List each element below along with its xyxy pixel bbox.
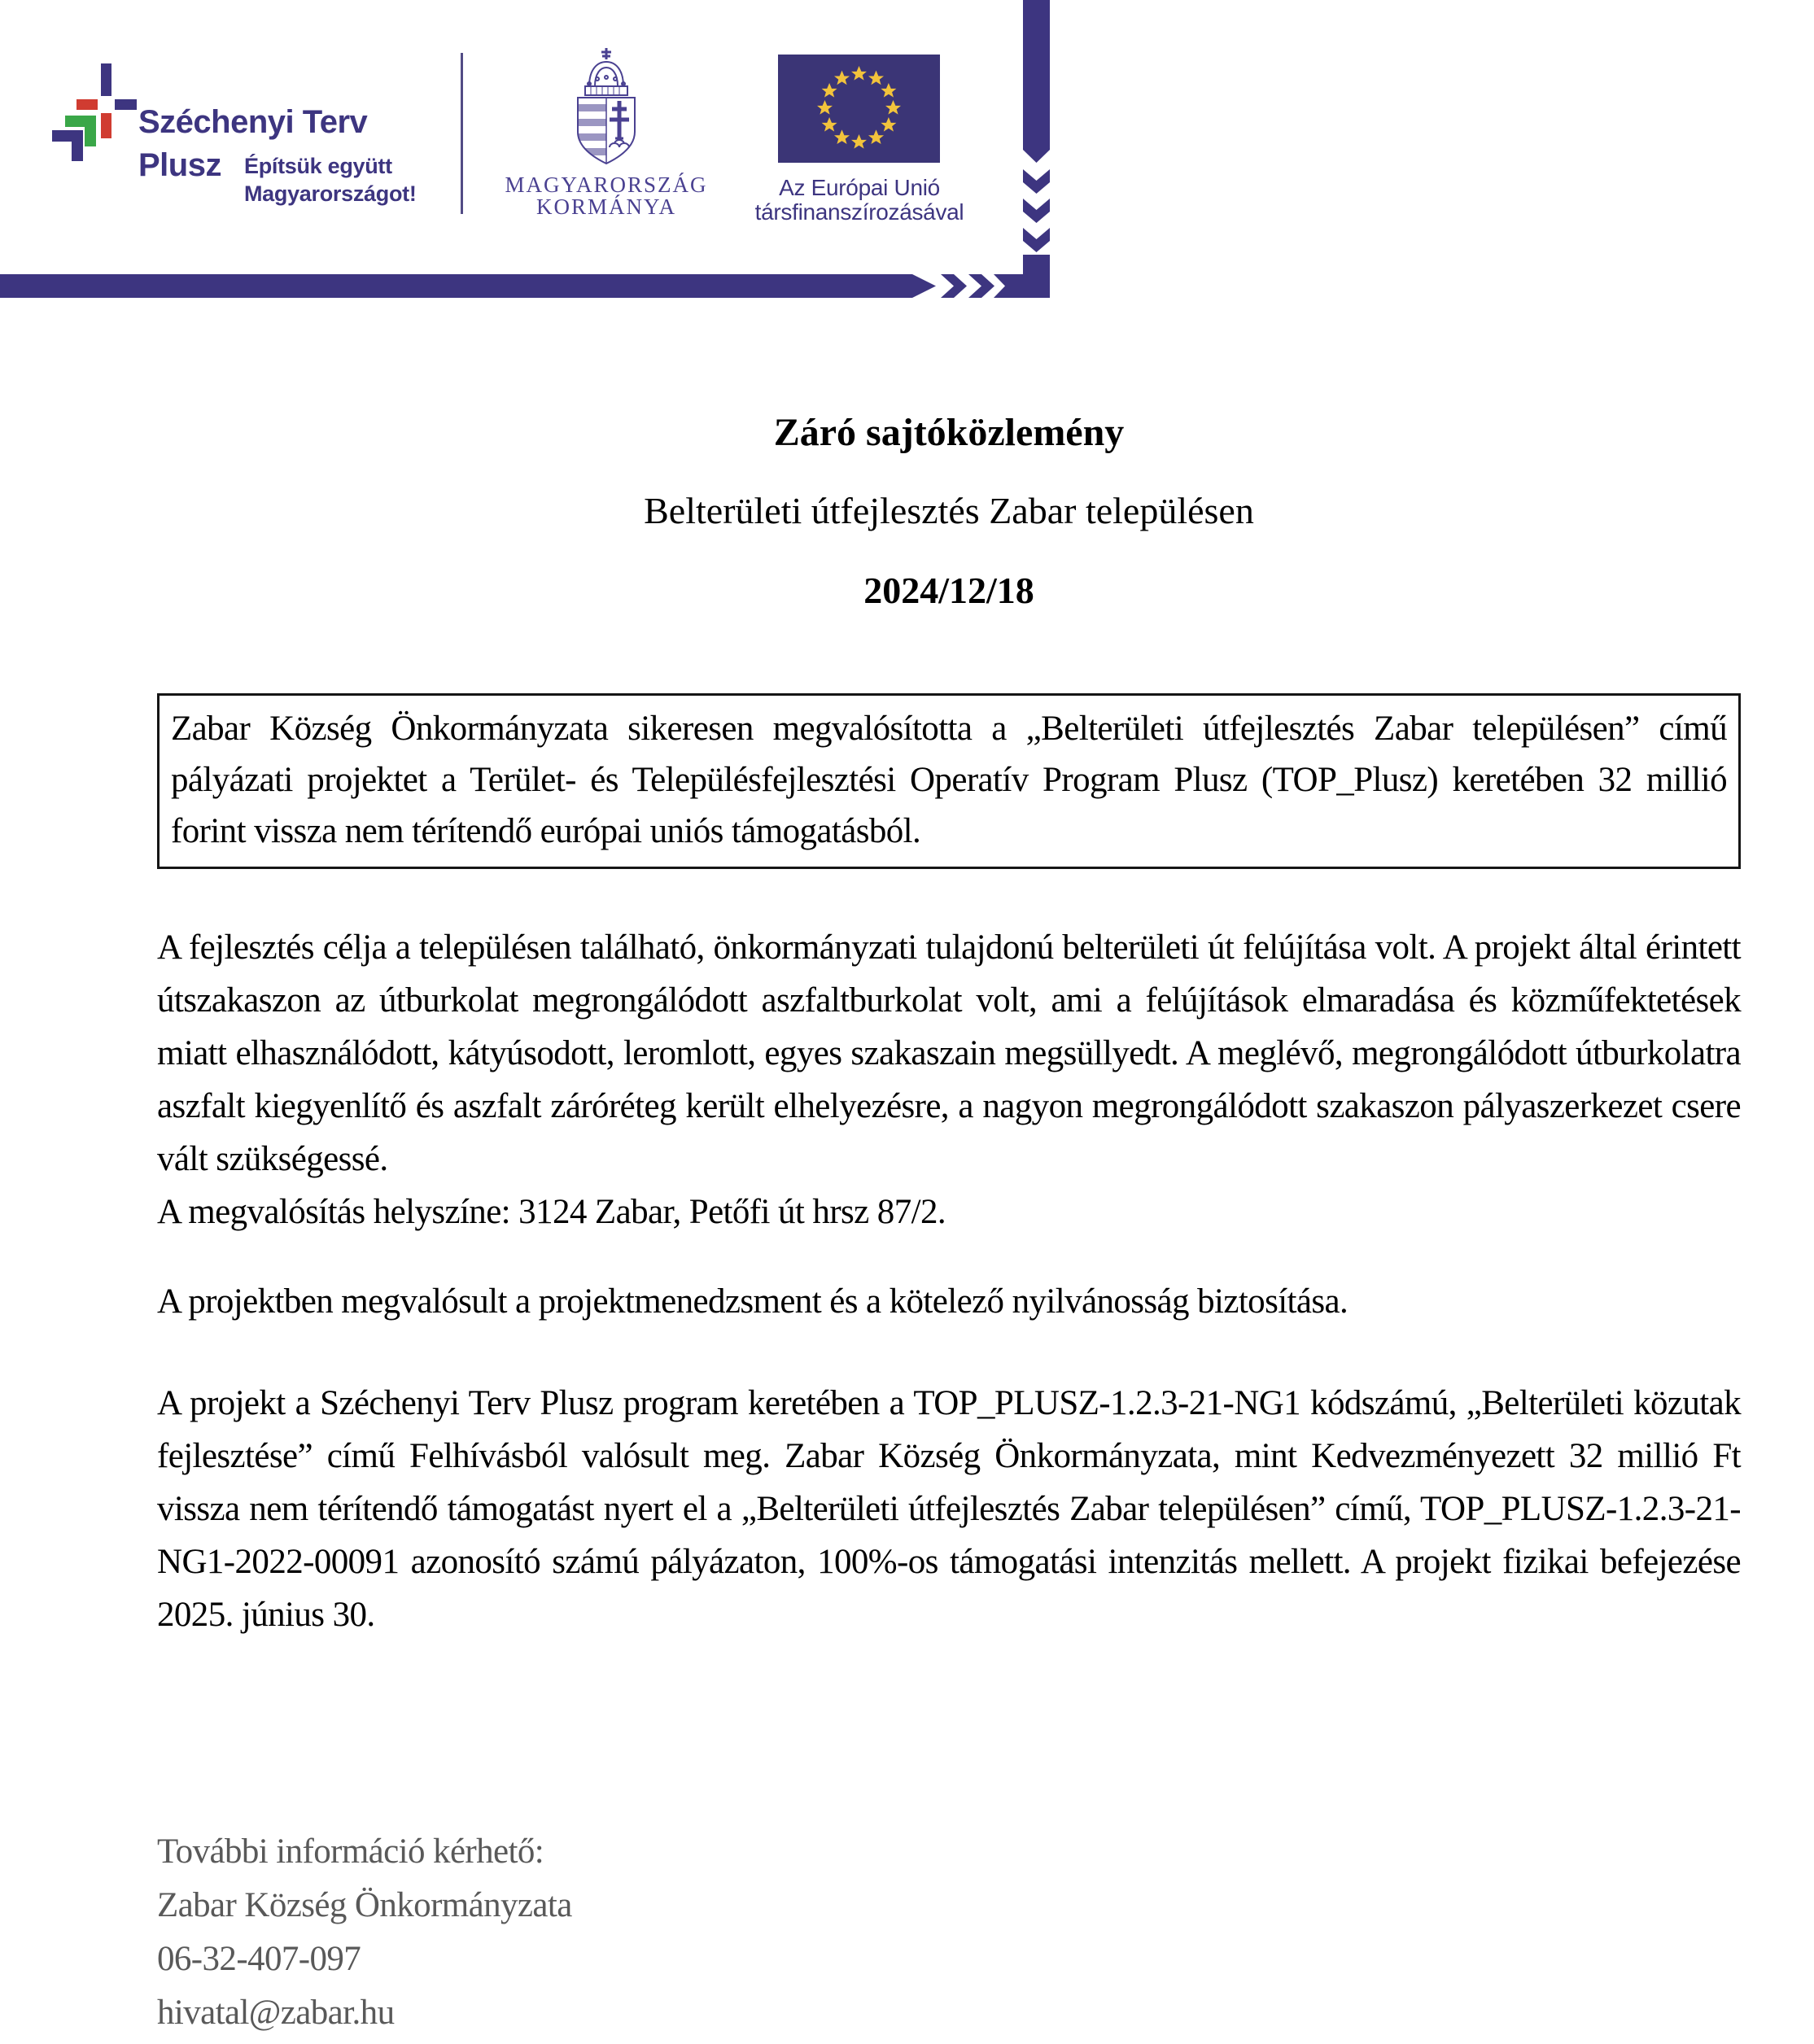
szechenyi-wordmark-line2: Plusz [138, 147, 221, 183]
eu-cofinancing-label-line1: Az Európai Unió [779, 175, 940, 200]
lead-summary-box [157, 693, 1741, 869]
szechenyi-cross-icon [47, 59, 141, 164]
document-body [157, 921, 1741, 1641]
hungary-coat-of-arms-icon [568, 46, 645, 168]
contact-block [157, 1825, 1741, 2040]
down-chevron-icon [1023, 169, 1050, 194]
right-chevron-icon [941, 274, 967, 298]
down-chevron-icon [1023, 199, 1050, 223]
document-title: Záró sajtóközlemény [773, 411, 1125, 454]
location-line: A megvalósítás helyszíne: 3124 Zabar, Petőfi út hrsz 87/2. [157, 1193, 946, 1231]
body-paragraph: A fejlesztés célja a településen található, önkormányzati tulajdonú belterületi út felújítása volt. A projekt által érintett útszakaszon az útburkolat megrongálódott aszfaltburkolat volt, ami a felújítások elmaradása és közműfektetések miatt elhasználódott, kátyúsodott, leromlott, egyes szakaszain megsüllyedt. A meglévő, megrongálódott útburkolatra aszfalt kiegyenlítő és aszfalt záróréteg került elhelyezésre, a nagyon megrongálódott szakaszon pályaszerkezet csere vált szükségessé. [157, 928, 1741, 1178]
contact-phone: 06-32-407-097 [157, 1940, 361, 1978]
szechenyi-tagline [244, 152, 417, 207]
corner-bar [994, 255, 1050, 298]
eu-flag-icon [778, 55, 940, 163]
right-chevron-icon [968, 274, 994, 298]
szechenyi-tagline-line1: Építsük együtt [243, 154, 392, 178]
contact-organization: Zabar Község Önkormányzata [157, 1886, 572, 1924]
eu-cofinancing-label-line2: társfinanszírozásával [754, 199, 964, 225]
body-paragraph: A projektben megvalósult a projektmenedzsment és a kötelező nyilvánosság biztosítása. [157, 1282, 1348, 1321]
szechenyi-wordmark [138, 106, 480, 207]
eu-cofinancing-label [737, 176, 982, 225]
government-label [488, 174, 724, 218]
government-label-line1: MAGYARORSZÁG [505, 173, 708, 197]
government-label-line2: KORMÁNYA [535, 194, 676, 219]
decorative-vertical-bar [1023, 0, 1050, 163]
szechenyi-wordmark-line1: Széchenyi Terv [138, 104, 368, 140]
lead-summary-text: Zabar Község Önkormányzata sikeresen megvalósította a „Belterületi útfejlesztés Zabar településen” című pályázati projektet a Terület- és Településfejlesztési Operatív Program Plusz (TOP_Plusz) keretében 32 millió forint vissza nem térítendő európai uniós támogatásból. [171, 710, 1727, 850]
body-paragraph: A projekt a Széchenyi Terv Plusz program keretében a TOP_PLUSZ-1.2.3-21-NG1 kódszámú, „Belterületi közutak fejlesztése” című Felhívásból valósult meg. Zabar Község Önkormányzata, mint Kedvezményezett 32 millió Ft vissza nem térítendő támogatást nyert el a „Belterületi útfejlesztés Zabar településen” című, TOP_PLUSZ-1.2.3-21-NG1-2022-00091 azonosító számú pályázaton, 100%-os támogatási intenzitás mellett. A projekt fizikai befejezése 2025. június 30. [157, 1384, 1741, 1634]
contact-heading: További információ kérhető: [157, 1832, 544, 1871]
header-divider [461, 53, 463, 214]
contact-email: hivatal@zabar.hu [157, 1994, 395, 2032]
document-date: 2024/12/18 [863, 570, 1034, 611]
decorative-horizontal-bar [0, 274, 936, 298]
szechenyi-tagline-line2: Magyarországot! [243, 181, 417, 206]
down-chevron-icon [1023, 228, 1050, 252]
document-subtitle: Belterületi útfejlesztés Zabar településen [644, 490, 1254, 531]
